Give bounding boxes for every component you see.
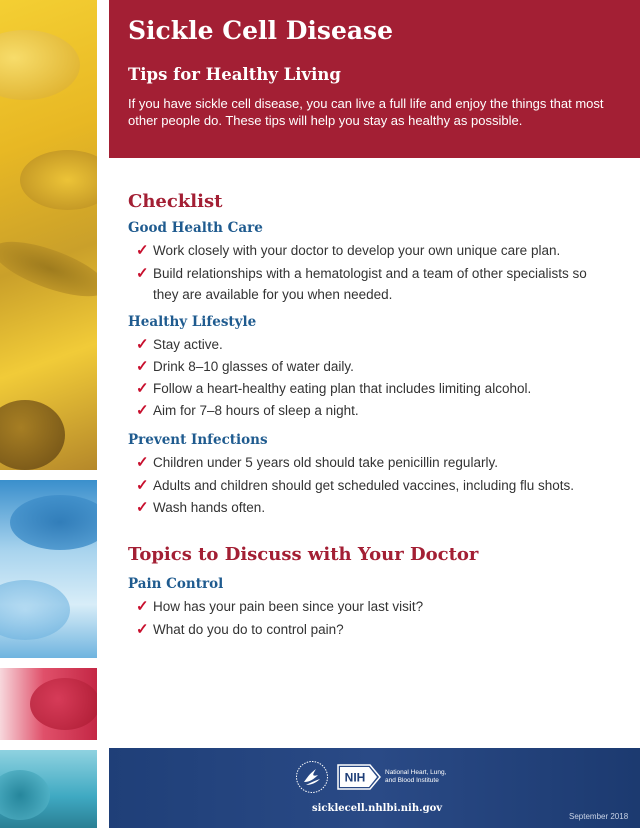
checklist-item: [136, 596, 606, 617]
checklist-heading: Checklist: [128, 191, 223, 212]
checklist-item-text: Aim for 7–8 hours of sleep a night.: [153, 403, 359, 418]
nih-institute-line1: National Heart, Lung,: [385, 769, 447, 776]
checklist-item-text: Stay active.: [153, 337, 223, 352]
checklist-item: [136, 240, 606, 261]
checklist-item: [136, 334, 606, 355]
publication-date: September 2018: [569, 812, 629, 821]
prevent-infections-heading: Prevent Infections: [128, 432, 268, 448]
checkmark-icon: ✓: [136, 621, 149, 638]
checklist-item-text: Children under 5 years old should take penicillin regularly.: [153, 455, 498, 470]
checkmark-icon: ✓: [136, 358, 149, 375]
checklist-item-text: Wash hands often.: [153, 500, 266, 515]
checklist-item: [136, 475, 606, 496]
checklist-item: [136, 619, 606, 640]
checklist-item-text: Work closely with your doctor to develop your own unique care plan.: [153, 243, 561, 258]
website-url: sicklecell.nhlbi.nih.gov: [312, 803, 443, 814]
checklist-item-text: Adults and children should get scheduled vaccines, including flu shots.: [153, 478, 575, 493]
checkmark-icon: ✓: [136, 336, 149, 353]
checkmark-icon: ✓: [136, 265, 149, 282]
page-title: Sickle Cell Disease: [128, 16, 394, 45]
decorative-teal-cell-image: [0, 750, 97, 828]
checklist-item: [136, 356, 606, 377]
checkmark-icon: ✓: [136, 380, 149, 397]
checklist-item-text: What do you do to control pain?: [153, 622, 344, 637]
topics-heading: Topics to Discuss with Your Doctor: [128, 544, 479, 565]
checklist-item-text: Build relationships with a hematologist and a team of other specialists so they are available for you when needed.: [153, 266, 587, 302]
pain-control-heading: Pain Control: [128, 576, 224, 592]
good-health-care-heading: Good Health Care: [128, 220, 263, 236]
checklist-item: [136, 497, 606, 518]
checklist-item: [136, 378, 606, 399]
hhs-eagle-logo-icon: [295, 760, 329, 794]
header-banner: [109, 0, 640, 158]
checkmark-icon: ✓: [136, 454, 149, 471]
checklist-item: [136, 400, 606, 421]
checkmark-icon: ✓: [136, 402, 149, 419]
checkmark-icon: ✓: [136, 477, 149, 494]
healthy-lifestyle-heading: Healthy Lifestyle: [128, 314, 257, 330]
nih-logo-icon: [337, 764, 381, 790]
decorative-yellow-cell-image: [0, 0, 97, 470]
decorative-blue-cell-image: [0, 480, 97, 658]
checklist-item-text: Follow a heart-healthy eating plan that includes limiting alcohol.: [153, 381, 532, 396]
checkmark-icon: ✓: [136, 598, 149, 615]
nih-institute-name: [385, 769, 446, 785]
intro-paragraph: If you have sickle cell disease, you can live a full life and enjoy the things that most other people do. These tips will help you stay as healthy as possible.: [128, 96, 604, 128]
checklist-item-text: How has your pain been since your last visit?: [153, 599, 424, 614]
checklist-item-text: Drink 8–10 glasses of water daily.: [153, 359, 354, 374]
checklist-item: [136, 263, 606, 305]
page-subtitle: Tips for Healthy Living: [128, 65, 341, 84]
nih-institute-line2: and Blood Institute: [385, 777, 439, 784]
footer-banner: [109, 748, 640, 828]
nih-logo-text: NIH: [344, 770, 366, 785]
checklist-item: [136, 452, 606, 473]
decorative-red-cell-image: [0, 668, 97, 740]
checkmark-icon: ✓: [136, 242, 149, 259]
checkmark-icon: ✓: [136, 499, 149, 516]
